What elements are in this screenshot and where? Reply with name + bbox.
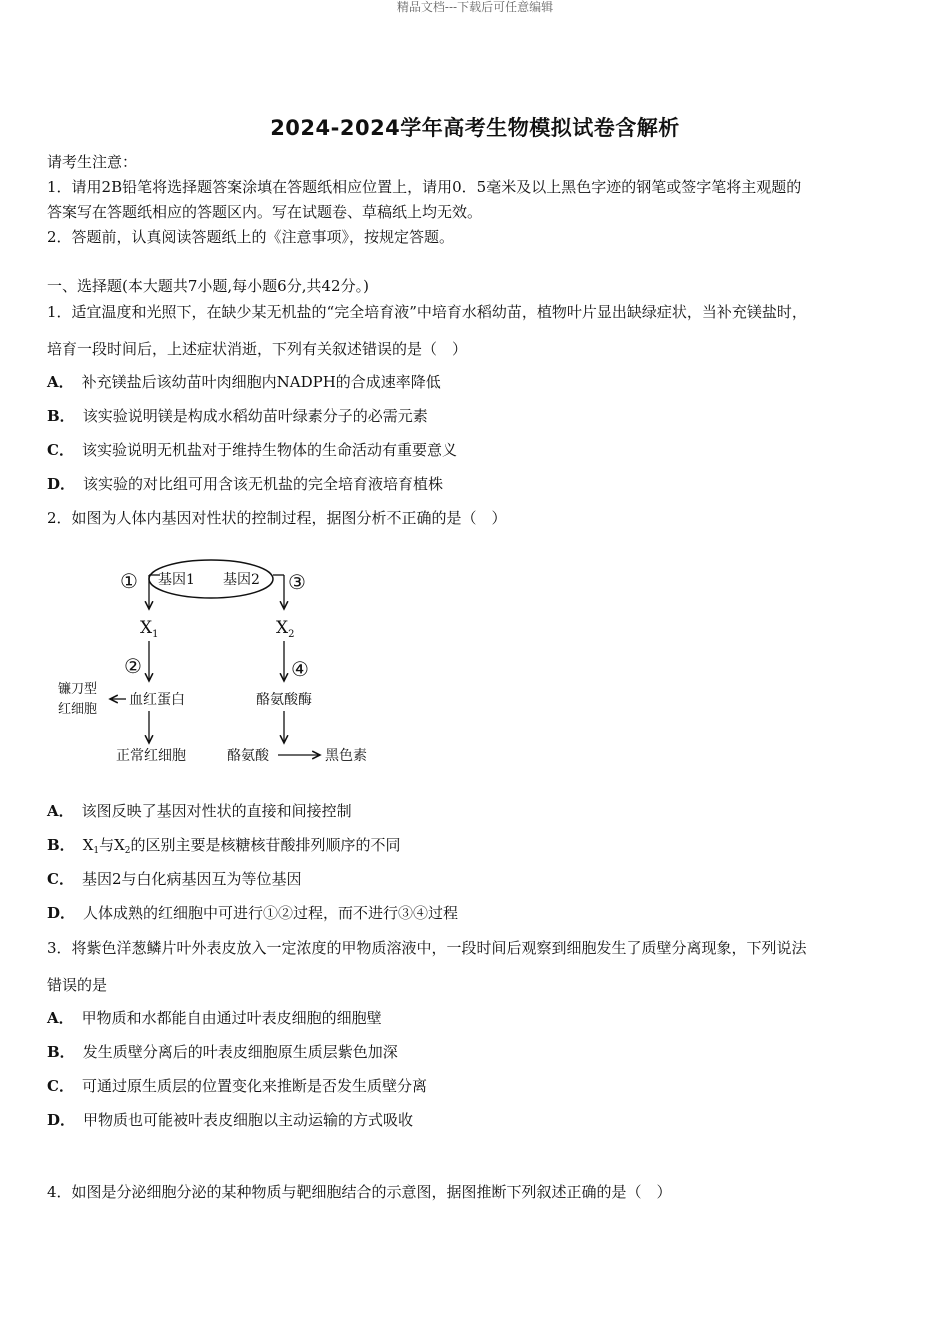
q3-stem-b: 错误的是 (47, 976, 108, 994)
q3-option-b: B． 发生质壁分离后的叶表皮细胞原生质层紫色加深 (47, 1043, 398, 1061)
q1-option-c: C． 该实验说明无机盐对于维持生物体的生命活动有重要意义 (47, 441, 457, 459)
q1-stem-a: 1．适宜温度和光照下，在缺少某无机盐的“完全培育液”中培育水稻幼苗，植物叶片显出缺绿症状，当补充镁盐时， (47, 303, 807, 321)
q1-stem-b: 培育一段时间后，上述症状消逝，下列有关叙述错误的是（ ） (47, 340, 468, 358)
q3-option-a: A． 甲物质和水都能自由通过叶表皮细胞的细胞壁 (47, 1009, 382, 1027)
x1-label: $X_1$ (140, 618, 159, 640)
page-title: 2024-2024学年高考生物模拟试卷含解析 (270, 116, 680, 140)
notice-item-1a: 1．请用2B铅笔将选择题答案涂填在答题纸相应位置上，请用0．5毫米及以上黑色字迹的钢笔或签字笔将主观题的 (47, 178, 802, 196)
gene-control-diagram (50, 553, 390, 778)
tyrosine-label: 酪氨酸 (227, 748, 269, 764)
step1-label: ① (120, 569, 138, 593)
gene1-label: 基因1 (158, 572, 195, 588)
notice-heading: 请考生注意： (47, 153, 138, 171)
gene2-label: 基因2 (223, 572, 260, 588)
q2-option-d: D． 人体成熟的红细胞中可进行①②过程，而不进行③④过程 (47, 904, 459, 922)
step2-label: ② (124, 654, 142, 678)
q3-option-d: D． 甲物质也可能被叶表皮细胞以主动运输的方式吸收 (47, 1111, 414, 1129)
q1-option-d: D． 该实验的对比组可用含该无机盐的完全培育液培育植株 (47, 475, 444, 493)
header-note: 精品文档---下载后可任意编辑 (396, 0, 554, 14)
section-heading: 一、选择题(本大题共7小题,每小题6分,共42分。) (47, 277, 369, 295)
q2-option-c: C． 基因2与白化病基因互为等位基因 (47, 870, 302, 888)
x2-label: $X_2$ (276, 618, 295, 640)
sickle-cell-label-b: 红细胞 (58, 702, 98, 717)
q2-option-a: A． 该图反映了基因对性状的直接和间接控制 (47, 802, 352, 820)
sickle-cell-label-a: 镰刀型 (58, 682, 98, 697)
tyrosinase-label: 酪氨酸酶 (256, 692, 312, 708)
step4-label: ④ (291, 657, 309, 681)
notice-item-2: 2．答题前，认真阅读答题纸上的《注意事项》，按规定答题。 (47, 228, 455, 246)
q3-option-c: C． 可通过原生质层的位置变化来推断是否发生质壁分离 (47, 1077, 427, 1095)
q1-option-b: B． 该实验说明镁是构成水稻幼苗叶绿素分子的必需元素 (47, 407, 428, 425)
q2-option-b: B． $X_1$与$X_2$的区别主要是核糖核苷酸排列顺序的不同 (47, 836, 401, 856)
normal-rbc-label: 正常红细胞 (116, 748, 186, 764)
hemoglobin-label: 血红蛋白 (129, 692, 185, 708)
melanin-label: 黑色素 (325, 748, 367, 764)
notice-item-1b: 答案写在答题纸相应的答题区内。写在试题卷、草稿纸上均无效。 (47, 203, 483, 221)
q1-option-a: A． 补充镁盐后该幼苗叶肉细胞内NADPH的合成速率降低 (47, 373, 441, 391)
q4-stem: 4．如图是分泌细胞分泌的某种物质与靶细胞结合的示意图，据图推断下列叙述正确的是（ ） (47, 1183, 672, 1201)
step3-label: ③ (288, 570, 306, 594)
q3-stem-a: 3．将紫色洋葱鳞片叶外表皮放入一定浓度的甲物质溶液中，一段时间后观察到细胞发生了质壁分离现象，下列说法 (47, 939, 807, 957)
q2-stem: 2．如图为人体内基因对性状的控制过程，据图分析不正确的是（ ） (47, 509, 507, 527)
